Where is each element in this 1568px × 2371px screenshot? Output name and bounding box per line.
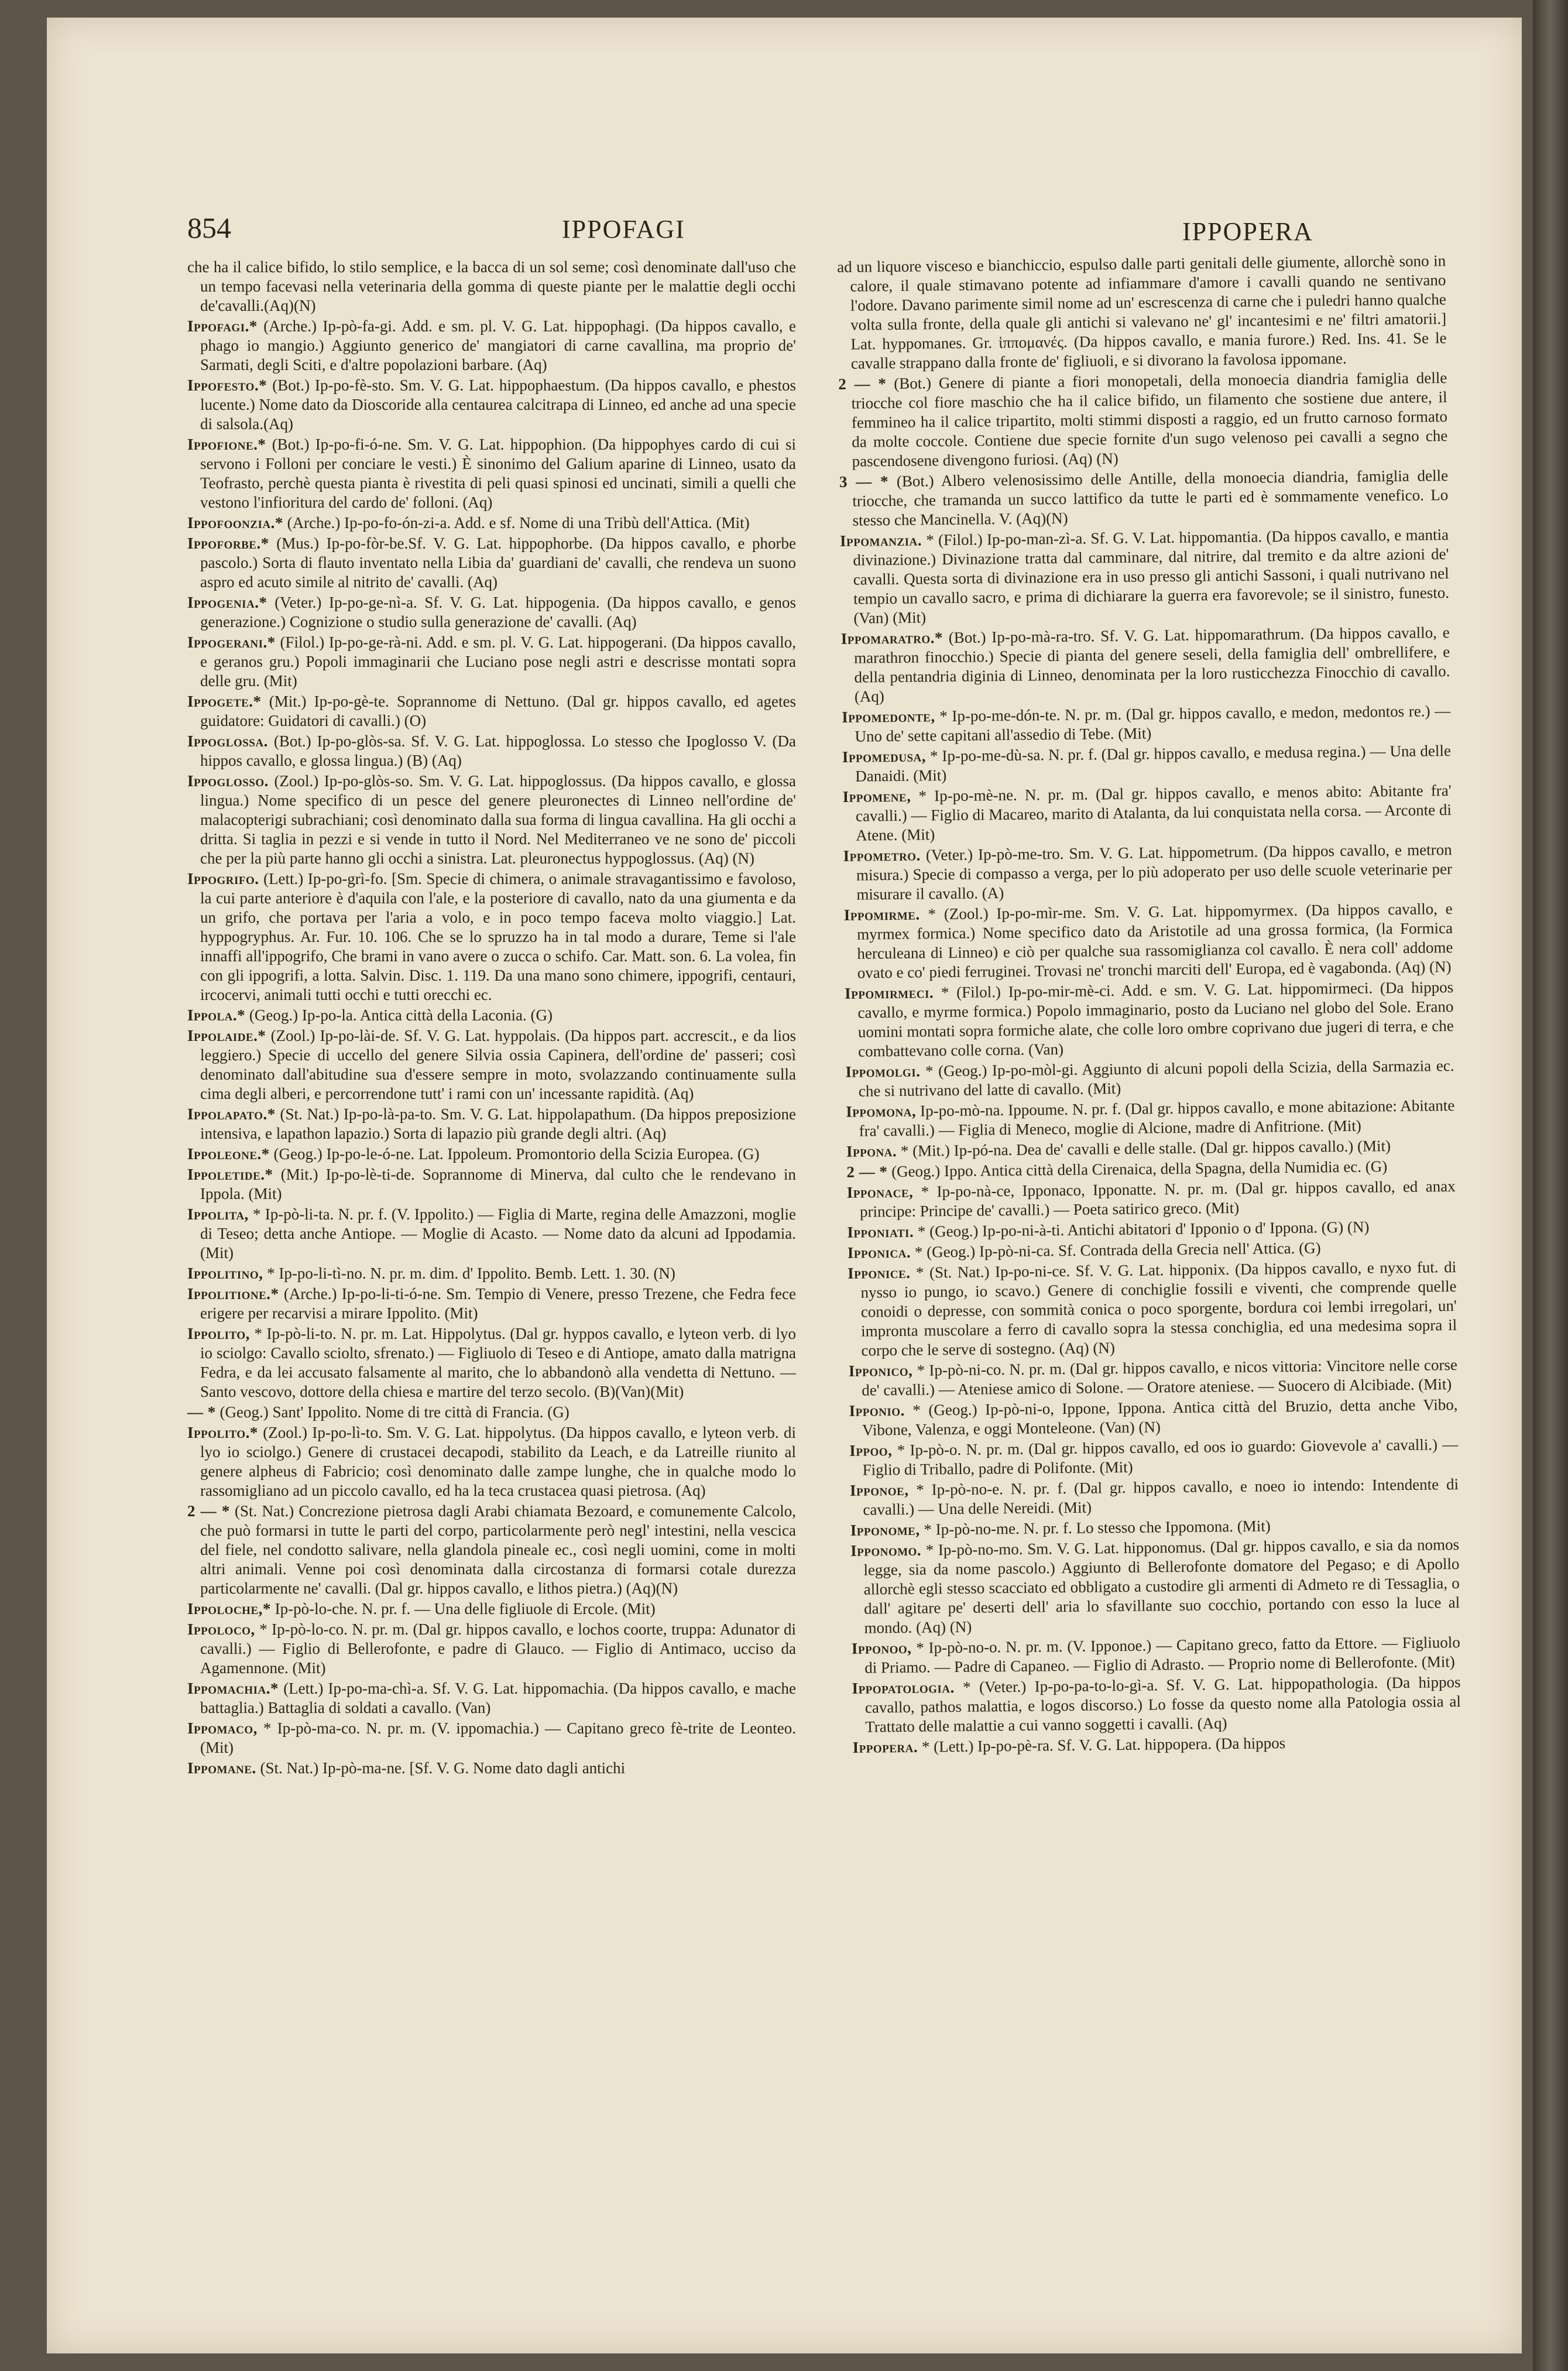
entry-text: (Mit.) Ip-po-lè-ti-de. Soprannome di Minerva, dal culto che le rendevano in Ippola. (Mit) [200, 1166, 796, 1202]
entry-headword: Ippogrifo. [187, 870, 259, 888]
entry-text: (Zool.) Ip-po-lì-to. Sm. V. G. Lat. hippolytus. (Da hippos cavallo, e lyteon verb. di lyo io sciolgo.) Genere di crustacei decapodi, stabilito da Leach, e da Latreille riunito al genere alpheus di Fabricio; così denominato dalle zampe lunghe, che in qualche modo lo rassomigliano ad un piccolo cavallo, ed ha la teca crustacea quasi pietrosa. (Aq) [200, 1424, 796, 1499]
entry-headword: Ippolapato.* [187, 1105, 276, 1123]
dictionary-entry [841, 623, 1450, 707]
entry-headword: Ippomedonte, [842, 707, 935, 726]
dictionary-entry [187, 869, 796, 1005]
dictionary-entry [849, 1355, 1458, 1400]
dictionary-entry [846, 1096, 1455, 1141]
entry-headword: Ipponomo. [850, 1541, 922, 1560]
entry-headword: Ippomirme. [843, 905, 920, 924]
entry-text: (Arche.) Ip-po-li-ti-ó-ne. Sm. Tempio di Venere, presso Trezene, che Fedra fece erigere per recarvisi a mirare Ippolito. (Mit) [200, 1285, 796, 1322]
dictionary-entry [850, 1535, 1460, 1638]
entry-text: * Ip-pò-no-o. N. pr. m. (V. Ipponoe.) — Capitano greco, fatto da Ettore. — Figliuolo di Priamo. — Padre di Capaneo. — Figlio di Adrasto. — Proprio nome di Bellerofonte. (Mit) [864, 1633, 1460, 1677]
dictionary-entry [187, 732, 796, 770]
entry-text: (Bot.) Albero velenosissimo delle Antille, della monoecia diandria, famiglia delle triocche, che tramanda un succo lattifico da tutte le parti ed è sommamente venefico. Lo stesso che Mancinella. V. (Aq)(N) [852, 467, 1449, 529]
entry-headword: Ippomene, [842, 787, 911, 806]
right-headword: IPPOPERA [1182, 217, 1313, 246]
entry-headword: Ippopera. [852, 1738, 918, 1756]
entry-text: * (Filol.) Ip-po-man-zì-a. Sf. G. V. Lat. hippomantia. (Da hippos cavallo, e mantia divinazione.) Divinazione tratta dal camminare, dal nitrire, dal tremito e da altre azioni de' cavalli. Questa sorta di divinazione era in uso presso gli antichi Sassoni, i quali nutrivano nel tempio un cavallo sacro, e prima di dichiarare la guerra era favorevole; se il sinistro, funesto. (Van) (Mit) [853, 526, 1450, 627]
dictionary-entry [187, 1759, 796, 1778]
dictionary-entry [187, 1679, 796, 1718]
dictionary-entry [187, 1165, 796, 1204]
dictionary-entry [844, 899, 1453, 983]
dictionary-entry [845, 1056, 1454, 1101]
dictionary-entry [187, 1502, 796, 1598]
dictionary-entry [852, 1633, 1461, 1678]
dictionary-page [47, 18, 1522, 2353]
entry-headword: Ippofesto.* [187, 376, 267, 394]
entry-text: (Veter.) Ip-pò-me-tro. Sm. V. G. Lat. hippometrum. (Da hippos cavallo, e metron misura.) Specie di compasso a verga, per lo più adoperato per uso delle scuole veterinarie per misurare il cavallo. (A) [856, 841, 1453, 903]
entry-headword: Ippoglossa. [187, 732, 268, 750]
entry-headword: Ipponiati. [847, 1222, 914, 1241]
left-headword: IPPOFAGI [562, 215, 685, 244]
entry-text: * (St. Nat.) Ip-po-ni-ce. Sf. V. G. Lat. hipponix. (Da hippos cavallo, e nyxo fut. di nysso io pungo, io scavo.) Genere di conchiglie fossili e viventi, che comprende quelle conoidi o depresse, con sommità conica o poco sporgente, bordura coi lembi irregolari, un' impronta muscolare a ferro di cavallo sopra la stessa conchiglia, ed una medesima sopra il corpo che le serve di sostegno. (Aq) (N) [860, 1258, 1457, 1359]
right-column [837, 251, 1461, 1759]
dictionary-entry [848, 1258, 1457, 1361]
dictionary-entry [187, 1599, 796, 1619]
dictionary-entry [187, 513, 796, 533]
entry-text: (St. Nat.) Ip-pò-ma-ne. [Sf. V. G. Nome dato dagli antichi [260, 1759, 626, 1777]
entry-headword: Ippoleone.* [187, 1145, 270, 1163]
entry-headword: Ippomaratro.* [840, 629, 943, 647]
dictionary-entry [838, 368, 1448, 471]
entry-text: * (Zool.) Ip-po-mìr-me. Sm. V. G. Lat. hippomyrmex. (Da hippos cavallo, e myrmex formica.) Nome specifico dato da Aristotile ad una grossa formica, (la Formica herculeana di Linneo) e ciò per qualche sua rassomiglianza col cavallo. È nera coll' addome ovato e co' piedi ferruginei. Trovasi ne' tronchi marciti dell' Europa, ed è vagabonda. (Aq) (N) [856, 900, 1453, 982]
entry-headword: Ippofoonzia.* [187, 514, 283, 532]
entry-headword: Ipponico, [848, 1361, 913, 1380]
entry-text: (Lett.) Ip-po-ma-chì-a. Sf. V. G. Lat. hippomachia. (Da hippos cavallo, e mache battaglia.) Battaglia di soldati a cavallo. (Van) [200, 1680, 797, 1716]
entry-headword: — * [187, 1403, 216, 1421]
entry-headword: Ippomachia.* [187, 1680, 279, 1697]
entry-headword: Ippolitino, [187, 1265, 263, 1282]
entry-text: * Ip-pò-li-to. N. pr. m. Lat. Hippolytus. (Dal gr. hyppos cavallo, e lyteon verb. di lyo io sciolgo: Cavallo sciolto, sfrenato.) — Figliuolo di Teseo e di Antiope, amato dalla matrigna Fedra, e da lei accusato falsamente al marito, che lo abbandonò alla vendetta di Nettuno. — Santo vescovo, dottore della chiesa e martire del terzo secolo. (B)(Van)(Mit) [200, 1325, 796, 1400]
entry-text: che ha il calice bifido, lo stilo semplice, e la bacca di un sol seme; così denominate dall'uso che un tempo facevasi nella veterinaria della gomma di queste piante per le malattie degli occhi de'cavalli.(Aq)(N) [187, 258, 796, 314]
entry-text: Ip-po-mò-na. Ippoume. N. pr. f. (Dal gr. hippos cavallo, e mone abitazione: Abitante fra' cavalli.) — Figlia di Meneco, moglie di Alcione, madre di Anfitrione. (Mit) [859, 1097, 1455, 1140]
entry-headword: Ippola.* [187, 1006, 246, 1024]
dictionary-entry [187, 633, 796, 691]
entry-headword: Ippoglosso. [187, 772, 269, 790]
entry-text: (Bot.) Ip-po-fi-ó-ne. Sm. V. G. Lat. hippophion. (Da hippophyes cardo di cui si servono i Folloni per conciare le vesti.) È sinonimo del Galium aparine di Linneo, usato da Teofrasto, perchè questa pianta è rivestita di peli quasi spinosi ed uncinati, simili a quelli che vestono l'infioritura del cardo de' folloni. (Aq) [200, 436, 796, 511]
entry-headword: Ipponio. [849, 1401, 905, 1420]
dictionary-entry [852, 1673, 1461, 1737]
entry-headword: Ippolita, [187, 1205, 249, 1223]
entry-headword: Ippomona, [846, 1102, 917, 1121]
dictionary-entry [187, 1006, 796, 1025]
dictionary-entry [187, 1026, 796, 1104]
entry-headword: 2 — * [846, 1163, 888, 1181]
dictionary-entry [842, 701, 1451, 746]
entry-headword: Ippolito.* [187, 1424, 258, 1441]
entry-text: (Geog.) Ip-po-le-ó-ne. Lat. Ippoleum. Promontorio della Scizia Europea. (G) [273, 1145, 760, 1163]
entry-headword: Ippolito, [187, 1325, 250, 1342]
entry-text: * (Filol.) Ip-po-mir-mè-ci. Add. e sm. V. G. Lat. hippomirmeci. (Da hippos cavallo, e myrme formica.) Popolo immaginario, posto da Luciano nel globo del Sole. Erano uomini montati sopra formiche alate, che colle loro ombre coprivano due jugeri di terra, e che combattevano colle corna. (Van) [857, 978, 1454, 1060]
entry-headword: Ippofagi.* [187, 317, 258, 335]
entry-headword: Ipponoo, [851, 1639, 912, 1657]
entry-text: * (Lett.) Ip-po-pè-ra. Sf. V. G. Lat. hippopera. (Da hippos [921, 1734, 1286, 1756]
dictionary-entry [187, 1324, 796, 1402]
entry-text: * Ip-po-nà-ce, Ipponaco, Ipponatte. N. pr. m. (Dal gr. hippos cavallo, ed anax principe: Principe de' cavalli.) — Poeta satirico greco. (Mit) [859, 1177, 1456, 1221]
dictionary-entry [187, 1105, 796, 1143]
entry-text: * Ip-po-li-tì-no. N. pr. m. dim. d' Ippolito. Bemb. Lett. 1. 30. (N) [267, 1265, 675, 1282]
entry-headword: Ippogerani.* [187, 633, 276, 651]
entry-headword: Ippomirmeci. [845, 984, 934, 1002]
entry-text: (Zool.) Ip-po-lài-de. Sf. V. G. Lat. hyppolais. (Da hippos part. accrescit., e da lios leggiero.) Specie di uccello del genere Silvia ossia Capinera, dell'ordine de' passeri; così denominato dall'abitudine sua d'essere sempre in moto, svolazzando continuamente sulla cima degli alberi, e percorrendone tutt' i rami con un' incessante rapidità. (Aq) [200, 1027, 797, 1102]
dictionary-entry [187, 692, 796, 731]
entry-text: (St. Nat.) Concrezione pietrosa dagli Arabi chiamata Bezoard, e comunemente Calcolo, che può formarsi in tutte le parti del corpo, particolarmente però negl' intestini, nella vescica del fiele, nel condotto salivare, nella glandola pineale ec., così negli uomini, come in molti altri animali. Venne poi così denominata dalla circostanza di formarsi cotale durezza particolarmente ne' cavalli. (Dal gr. hippos cavallo, e lithos pietra.) (Aq)(N) [200, 1502, 796, 1597]
running-head [187, 211, 1487, 258]
entry-text: * Ip-pò-no-me. N. pr. f. Lo stesso che Ippomona. (Mit) [924, 1517, 1271, 1539]
entry-text: (St. Nat.) Ip-po-là-pa-to. Sm. V. G. Lat. hippolapathum. (Da hippos preposizione intensiva, e lapathon lapazio.) Sorta di lapazio più grande degli altri. (Aq) [200, 1105, 796, 1142]
dictionary-entry [187, 1403, 796, 1422]
entry-headword: Ippomanzia. [839, 531, 922, 550]
entry-headword: Ippoforbe.* [187, 534, 269, 552]
entry-headword: Ipponice. [848, 1263, 911, 1282]
entry-text: * (Geog.) Ip-po-ni-à-ti. Antichi abitatori d' Ipponio o d' Ippona. (G) (N) [917, 1218, 1370, 1241]
dictionary-entry [842, 741, 1452, 786]
entry-text: (Lett.) Ip-po-grì-fo. [Sm. Specie di chimera, o animale stravagantissimo e favoloso, la cui parte anteriore è d'aquila con l'ale, e la posteriore di cavallo, nato da una giumenta e da un grifo, che portava per l'aria a volo, e in poco tempo faceva molto viaggio.] Lat. hyppogryphus. Ar. Fur. 10. 106. Che se lo spruzzo ha in tal modo a durare, Teme si l'ale innaffi all'ippogrifo, Che brami in vano avere o zucca o schifo. Car. Matt. son. 6. La volea, fin con gli ippogrifi, a lotta. Salvin. Disc. 1. 119. Da una mano sono chimere, ippogrifi, centauri, ircocervi, animali tutti occhi e tutti orecchi ec. [200, 870, 797, 1003]
entry-text: (Mus.) Ip-po-fòr-be.Sf. V. G. Lat. hippophorbe. (Da hippos cavallo, e phorbe pascolo.) Sorta di flauto inventato nella Libia da' guardiani de' cavalli, che rendeva un suono aspro ed acuto simile al nitrito de' cavalli. (Aq) [200, 534, 796, 591]
entry-text: * (Veter.) Ip-po-pa-to-lo-gì-a. Sf. V. G. Lat. hippopathologia. (Da hippos cavallo, pathos malattia, e logos discorso.) Lo fosse da questo nome alla Patologia ossia al Trattato delle malattie a cui vanno soggetti i cavalli. (Aq) [864, 1673, 1461, 1736]
entry-text: (Filol.) Ip-po-ge-rà-ni. Add. e sm. pl. V. G. Lat. hippogerani. (Da hippos cavallo, e geranos gru.) Popoli immaginarii che Luciano pose negli astri e descrisse montati sopra delle gru. (Mit) [200, 633, 797, 690]
dictionary-entry [847, 1177, 1456, 1222]
dictionary-entry [187, 772, 796, 868]
dictionary-entry [187, 1284, 796, 1323]
entry-text: * Ip-po-mè-ne. N. pr. m. (Dal gr. hippos cavallo, e menos abito: Abitante fra' cavalli.) — Figlio di Macareo, marito di Atalanta, da lui conquistata nella corsa. — Arconte di Atene. (Mit) [855, 782, 1452, 844]
page-number: 854 [187, 211, 231, 244]
dictionary-entry [837, 251, 1447, 374]
entry-text: (Arche.) Ip-pò-fa-gi. Add. e sm. pl. V. G. Lat. hippophagi. (Da hippos cavallo, e phago io mangio.) Aggiunto generico de' mangiatori di carne cavallina, ma proprio de' Sarmati, degli Sciti, e d'altre popolazioni barbare. (Aq) [200, 317, 796, 374]
dictionary-entry [187, 1620, 796, 1678]
entry-headword: Ipponica. [847, 1243, 911, 1262]
entry-text: (Veter.) Ip-po-ge-nì-a. Sf. V. G. Lat. hippogenia. (Da hippos cavallo, e genos generazione.) Cognizione o studio sulla generazione de' cavalli. (Aq) [200, 594, 797, 631]
entry-text: * Ip-pò-o. N. pr. m. (Dal gr. hippos cavallo, ed oos io guardo: Giovevole a' cavalli.) — Figlio di Triballo, padre di Polifonte. (Mit) [862, 1435, 1459, 1479]
entry-headword: Ippoletide.* [187, 1166, 273, 1183]
dictionary-entry [187, 593, 796, 632]
entry-text: * (Geog.) Ip-po-mòl-gi. Aggiunto di alcuni popoli della Scizia, della Sarmazia ec. che si nutrivano del latte di cavallo. (Mit) [858, 1057, 1454, 1100]
entry-text: * (Geog.) Ip-pò-ni-o, Ippone, Ippona. Antica città del Bruzio, detta anche Vibo, Vibone, Valenza, e oggi Monteleone. (Van) (N) [862, 1396, 1458, 1439]
entry-text: (Geog.) Ippo. Antica città della Cirenaica, della Spagna, della Numidia ec. (G) [891, 1157, 1388, 1181]
dictionary-entry [842, 781, 1452, 845]
entry-headword: Ippoloche,* [187, 1600, 271, 1618]
dictionary-entry [840, 525, 1450, 628]
entry-headword: Ippomaco, [187, 1719, 258, 1737]
entry-headword: 2 — * [187, 1502, 230, 1520]
entry-text: * (Geog.) Ip-pò-ni-ca. Sf. Contrada della Grecia nell' Attica. (G) [914, 1239, 1321, 1261]
dictionary-entry [187, 1423, 796, 1500]
dictionary-entry [839, 466, 1449, 530]
dictionary-entry [187, 258, 796, 316]
entry-headword: Ippoloco, [187, 1620, 255, 1638]
entry-headword: Ippometro. [843, 846, 921, 865]
entry-text: (Geog.) Ip-po-la. Antica città della Laconia. (G) [249, 1006, 553, 1024]
entry-headword: Ippofione.* [187, 436, 266, 453]
entry-text: * Ip-pò-no-mo. Sm. V. G. Lat. hipponomus. (Dal gr. hippos cavallo, e sia da nomos legge, sia da nome pascolo.) Aggiunto di Bellerofonte domatore del Pegaso; e di Apollo allorchè egli stesso scacciato ed obbligato a custodire gli armenti di Admeto re di Tessaglia, o dall' agitare pe' deserti dell' aria lo sfavillante suo cocchio, portando con esso la luce al mondo. (Aq) (N) [863, 1535, 1460, 1637]
dictionary-entry [187, 1205, 796, 1263]
entry-text: (Bot.) Ip-po-mà-ra-tro. Sf. V. G. Lat. hippomarathrum. (Da hippos cavallo, e marathron finocchio.) Specie di pianta del genere seseli, della famiglia dell' ombrellifere, e della pentandria diginia di Linneo, denominata per la loro rusticchezza Finocchio di cavallo. (Aq) [854, 623, 1450, 705]
entry-text: * Ip-po-me-dón-te. N. pr. m. (Dal gr. hippos cavallo, e medon, medontos re.) — Uno de' sette capitani all'assedio di Tebe. (Mit) [855, 702, 1451, 745]
dictionary-entry [187, 376, 796, 434]
dictionary-entry [849, 1435, 1459, 1480]
entry-text: * Ip-po-me-dù-sa. N. pr. f. (Dal gr. hippos cavallo, e medusa regina.) — Una delle Danaidi. (Mit) [855, 742, 1452, 785]
dictionary-entry [187, 435, 796, 512]
entry-headword: Ippogenia.* [187, 594, 267, 611]
dictionary-entry [849, 1395, 1458, 1440]
entry-headword: Ippoo, [849, 1441, 893, 1459]
entry-text: (Mit.) Ip-po-gè-te. Soprannome di Nettuno. (Dal gr. hippos cavallo, ed agetes guidatore: Guidatori di cavalli.) (O) [200, 693, 797, 729]
dictionary-entry [187, 1264, 796, 1283]
entry-text: * Ip-pò-lo-co. N. pr. m. (Dal gr. hippos cavallo, e lochos coorte, truppa: Adunator di cavalli.) — Figlio di Bellerofonte, e padre di Glauco. — Figlio di Antimaco, ucciso da Agamennone. (Mit) [200, 1620, 796, 1677]
entry-text: (Geog.) Sant' Ippolito. Nome di tre città di Francia. (G) [219, 1403, 569, 1421]
entry-headword: Ippomedusa, [842, 747, 927, 766]
entry-text: (Zool.) Ip-po-glòs-so. Sm. V. G. Lat. hippoglossus. (Da hippos cavallo, e glossa lingua.) Nome specifico di un pesce del genere pleuronectes di Linneo nell'ordine de' malacopterigi subrachiani; così denominato dalla sua forma di lingua cavallina. Ha gli occhi a dritta. Si taglia in pezzi e si vende in tutto il Nord. Nel Mediterraneo ve ne sono de' piccoli che per la più parte hanno gli occhi a sinistra. Lat. pleuronectus hyppoglossus. (Aq) (N) [200, 772, 796, 867]
entry-text: (Bot.) Genere di piante a fiori monopetali, della monoecia diandria famiglia delle triocche col fiore maschio che ha il calice bifido, un filamento che sostiene due antere, il femmineo ha il calice tripartito, molti stimmi disposti a raggio, ed un frutto carnoso formato da molte coccole. Contiene due specie fornite d'un sugo velenoso pei cavalli a segno che pascendosene divengono furiosi. (Aq) (N) [851, 369, 1448, 470]
book-edge [1533, 0, 1568, 2371]
entry-headword: Ipponoe, [849, 1481, 909, 1499]
entry-headword: Ippomolgi. [845, 1062, 921, 1081]
entry-headword: Ippopatologia. [852, 1678, 955, 1697]
entry-text: Ip-pò-lo-che. N. pr. f. — Una delle figliuole di Ercole. (Mit) [275, 1600, 656, 1618]
entry-headword: 2 — * [838, 375, 887, 393]
dictionary-entry [850, 1475, 1459, 1520]
entry-headword: Ippogete.* [187, 693, 262, 710]
entry-text: * Ip-pò-no-e. N. pr. f. (Dal gr. hippos cavallo, e noeo io intendo: Intendente di cavalli.) — Una delle Nereidi. (Mit) [863, 1475, 1459, 1519]
dictionary-entry [187, 1719, 796, 1757]
entry-headword: 3 — * [839, 472, 889, 491]
entry-headword: Ippomane. [187, 1759, 256, 1777]
entry-text: * (Mit.) Ip-pó-na. Dea de' cavalli e delle stalle. (Dal gr. hippos cavallo.) (Mit) [900, 1137, 1391, 1160]
entry-text: (Arche.) Ip-po-fo-ón-zi-a. Add. e sf. Nome di una Tribù dell'Attica. (Mit) [287, 514, 750, 532]
entry-headword: Ippolitione.* [187, 1285, 279, 1303]
entry-text: * Ip-pò-ni-co. N. pr. m. (Dal gr. hippos cavallo, e nicos vittoria: Vincitore nelle corse de' cavalli.) — Ateniese amico di Solone. — Oratore ateniese. — Suocero di Alcibiade. (Mit) [862, 1356, 1458, 1399]
entry-headword: Ipponace, [846, 1183, 914, 1201]
dictionary-entry [187, 1145, 796, 1164]
left-column [187, 258, 796, 1779]
dictionary-entry [845, 978, 1454, 1061]
dictionary-entry [187, 534, 796, 592]
entry-text: * Ip-pò-li-ta. N. pr. f. (V. Ippolito.) — Figlia di Marte, regina delle Amazzoni, moglie di Teseo; detta anche Antiope. — Moglie di Acasto. — Nome dato da alcuni ad Ippodamia. (Mit) [200, 1205, 797, 1262]
entry-headword: Ippona. [846, 1142, 897, 1160]
entry-headword: Ipponome, [850, 1520, 920, 1539]
entry-text: (Bot.) Ip-po-fè-sto. Sm. V. G. Lat. hippophaestum. (Da hippos cavallo, e phestos lucente.) Nome dato da Dioscoride alla centaurea calcitrapa di Linneo, ed anche ad una specie di salsola.(Aq) [200, 376, 797, 433]
entry-headword: Ippolaide.* [187, 1027, 266, 1044]
entry-text: ad un liquore visceso e bianchiccio, espulso dalle parti genitali delle giumente, allorchè sono in calore, il quale stimavano potente ad infiammare d'amore i cavalli quando ne sentivano l'odore. Davano parimente simil nome ad un' escrescenza di carne che i puledri hanno qualche volta sulla fronte, della quale gli antichi si valevano ne' gl' incantesimi e ne' filtri amatorii.] Lat. hyppomanes. Gr. ἱππομανές. (Da hippos cavallo, e mania furore.) Red. Ins. 41. Se le cavalle strappano dalla fronte de' figliuoli, e si divorano la favolosa ippomane. [837, 252, 1447, 372]
dictionary-entry [843, 840, 1453, 904]
entry-text: * Ip-pò-ma-co. N. pr. m. (V. ippomachia.) — Capitano greco fè-trite de Leonteo. (Mit) [200, 1719, 796, 1756]
dictionary-entry [187, 317, 796, 375]
entry-text: (Bot.) Ip-po-glòs-sa. Sf. V. G. Lat. hippoglossa. Lo stesso che Ipoglosso V. (Da hippos cavallo, e glossa lingua.) (B) (Aq) [200, 732, 796, 769]
